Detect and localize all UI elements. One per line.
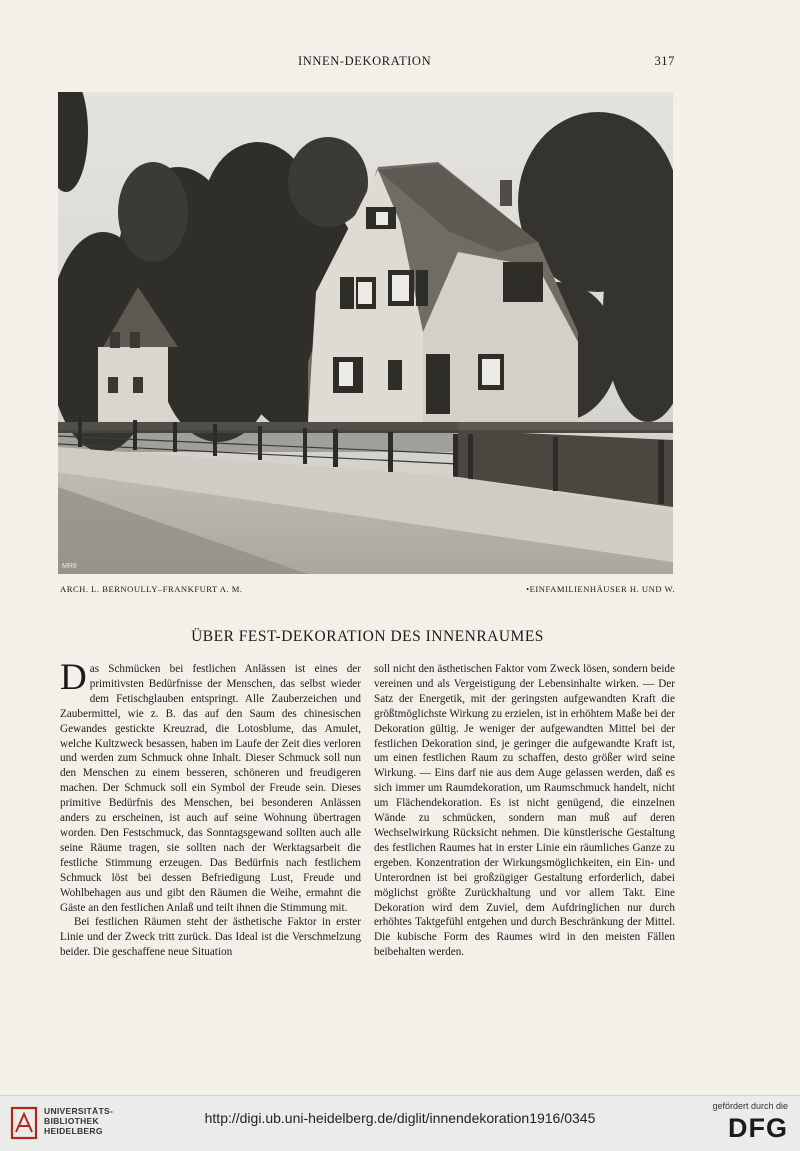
page-number: 317 xyxy=(654,54,675,68)
running-title: INNEN-DEKORATION xyxy=(298,54,432,68)
paragraph-text: as Schmücken bei festlichen Anlässen ist eines der primitivsten Bedürfnisse der Menschen, das selbst wieder dem Fetischglauben entspringt. Alle Zauberzeichen und Zaubermittel, wie z. B. das auf den Saum des chinesischen Gewandes gestickte Kreuzrad, die Lotosblume, das Amulet, welche Kultzweck besassen, haben im Laufe der Zeit dies verloren und werden zum Schmuck ohne Inhalt. Dieser Schmuck soll nun den Menschen zu einem besseren, schöneren und freudigeren machen. Der Schmuck soll ein Symbol der Freude sein. Dieses primitive Bedürfnis des Menschen, bei besonderen Anlässen anders zu erscheinen, ist auch auf seine Wohnung übertragen worden. Den Festschmuck, das Sonntagsgewand sollten auch alle seine Räume tragen, sie sollten nach der Werktagsarbeit die festliche Stimmung erzeugen. Das Bedürfnis nach festlichem Schmuck löst bei dessen Befriedigung Lust, Freude und Wohlbehagen aus und gibt den Räumen die Weihe, ermahnt die Gäste an den festlichen Anlaß und teilt ihnen die Stimmung mit. xyxy=(60,663,361,914)
paragraph xyxy=(60,657,361,915)
running-head xyxy=(60,54,675,72)
house-photograph xyxy=(58,92,673,574)
article-title: ÜBER FEST-DEKORATION DES INNENRAUMES xyxy=(191,628,544,645)
library-name-line: BIBLIOTHEK xyxy=(44,1116,99,1126)
library-name-line: HEIDELBERG xyxy=(44,1126,103,1136)
photo-monogram: MR8 xyxy=(62,563,77,570)
funding-note: gefördert durch die xyxy=(712,1101,788,1111)
viewer-footer xyxy=(0,1095,800,1151)
paragraph: soll nicht den ästhetischen Faktor vom Zweck lösen, sondern beide vereinen und als Vergeistigung der Lebensinhalte wirken. — Der Satz der Energetik, mit der geringsten aufgewandten Kraft die größtmöglichste Wirkung zu erzielen, ist in erhöhtem Maße bei der Dekoration gültig. Je weniger der aufgewandten Mittel bei der festlichen Dekoration sind, je geringer die aufgewandte Kraft ist, um einen festlichen Raum zu schaffen, desto größer wird seine Wirkung. — Eins darf nie aus dem Auge gelassen werden, daß es sich immer um Raumdekoration, um Raumschmuck handelt, nicht um Flächendekoration. Es ist nicht genügend, die einzelnen Wände zu schmücken, sondern man muß auf deren Wechselwirkung Rücksicht nehmen. Die künstlerische Gestaltung des festlichen Raumes hat in erster Linie ein räumliches Ganze zu ergeben. Konzentration der Wirkungsmöglichkeiten, ein Ein- und Unterordnen ist bei großzügiger Gestaltung erforderlich, dabei möglichst größte Zurückhaltung und vor allem Takt. Eine Dekoration wird dem Zuviel, dem Aufdringlichen nur durch erhöhtes Taktgefühl entgehen und durch Beschränkung der Mittel. Die kubische Form des Raumes wird in den meisten Fällen beibehalten werden. xyxy=(374,663,675,959)
drop-cap: D xyxy=(60,657,87,698)
library-name-line: UNIVERSITÄTS- xyxy=(44,1106,114,1116)
paragraph: Bei festlichen Räumen steht der ästhetische Faktor in erster Linie und der Zweck tritt zurück. Das Ideal ist die Verschmelzung beider. Die geschaffene neue Situation xyxy=(60,916,361,959)
text-column-right xyxy=(374,662,675,960)
caption-architect: ARCH. L. BERNOULLY–FRANKFURT A. M. xyxy=(60,584,243,594)
text-column-left xyxy=(60,657,361,960)
permalink[interactable]: http://digi.ub.uni-heidelberg.de/diglit/innendekoration1916/0345 xyxy=(204,1110,596,1126)
dfg-logo: DFG xyxy=(728,1113,788,1143)
caption-subject: •EINFAMILIENHÄUSER H. UND W. xyxy=(526,584,675,594)
